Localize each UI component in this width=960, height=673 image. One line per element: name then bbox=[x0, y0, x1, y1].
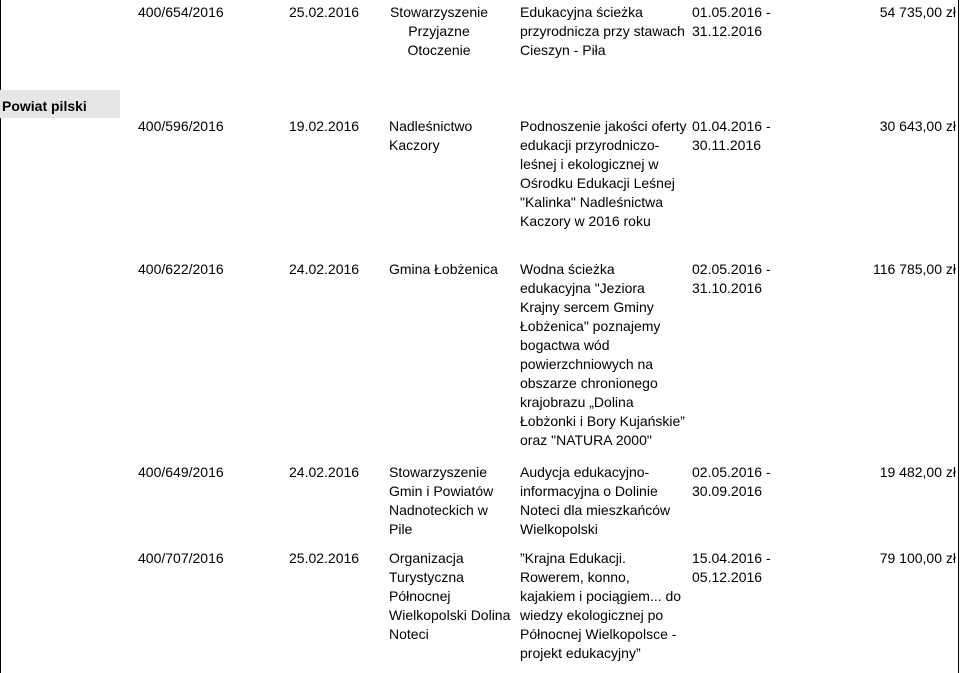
grant-amount: 116 785,00 zł bbox=[872, 261, 956, 277]
project-period: 01.05.2016 - 31.12.2016 bbox=[692, 4, 771, 39]
project-title: Wodna ścieżka edukacyjna "Jeziora Krajny sercem Gminy Łobżenica" poznajemy bogactwa wód powierzchniowych na obszarze chronionego krajobrazu „Dolina Łobżonki i Bory Kujańskie” oraz "NATURA 2000" bbox=[520, 261, 685, 448]
decision-number: 400/707/2016 bbox=[138, 550, 224, 566]
project-title: Podnoszenie jakości oferty edukacji przyrodniczo- leśnej i ekologicznej w Ośrodku Edukacji Leśnej "Kalinka" Nadleśnictwa Kaczory w 2016 roku bbox=[520, 118, 687, 229]
applicant-name: Nadleśnictwo Kaczory bbox=[389, 118, 473, 153]
county-header: Powiat pilski bbox=[2, 98, 87, 114]
grant-amount: 54 735,00 zł bbox=[879, 4, 956, 20]
grant-amount: 79 100,00 zł bbox=[879, 550, 956, 566]
applicant-name: Organizacja Turystyczna Północnej Wielkopolski Dolina Noteci bbox=[389, 550, 511, 642]
project-period: 02.05.2016 - 31.10.2016 bbox=[692, 261, 771, 296]
project-period: 15.04.2016 - 05.12.2016 bbox=[692, 550, 771, 585]
decision-number: 400/596/2016 bbox=[138, 118, 224, 134]
project-title: Edukacyjna ścieżka przyrodnicza przy stawach Cieszyn - Piła bbox=[520, 4, 685, 58]
project-period: 01.04.2016 - 30.11.2016 bbox=[692, 118, 771, 153]
grant-amount: 30 643,00 zł bbox=[879, 118, 956, 134]
decision-date: 19.02.2016 bbox=[289, 118, 360, 134]
applicant-name: Gmina Łobżenica bbox=[389, 261, 498, 277]
decision-date: 25.02.2016 bbox=[289, 550, 360, 566]
decision-number: 400/622/2016 bbox=[138, 261, 224, 277]
decision-date: 24.02.2016 bbox=[289, 261, 360, 277]
applicant-name: Stowarzyszenie Przyjazne Otoczenie bbox=[389, 4, 489, 58]
applicant-name: Stowarzyszenie Gmin i Powiatów Nadnoteckich w Pile bbox=[389, 464, 494, 537]
decision-date: 24.02.2016 bbox=[289, 464, 360, 480]
project-title: ”Krajna Edukacji. Rowerem, konno, kajakiem i pociągiem... do wiedzy ekologicznej po Północnej Wielkopolsce - projekt edukacyjny” bbox=[520, 550, 682, 661]
project-period: 02.05.2016 - 30.09.2016 bbox=[692, 464, 771, 499]
decision-number: 400/649/2016 bbox=[138, 464, 224, 480]
decision-number: 400/654/2016 bbox=[138, 4, 224, 20]
decision-date: 25.02.2016 bbox=[289, 4, 360, 20]
grant-amount: 19 482,00 zł bbox=[879, 464, 956, 480]
table-right-border bbox=[958, 0, 959, 673]
project-title: Audycja edukacyjno- informacyjna o Dolinie Noteci dla mieszkańców Wielkopolski bbox=[520, 464, 671, 537]
